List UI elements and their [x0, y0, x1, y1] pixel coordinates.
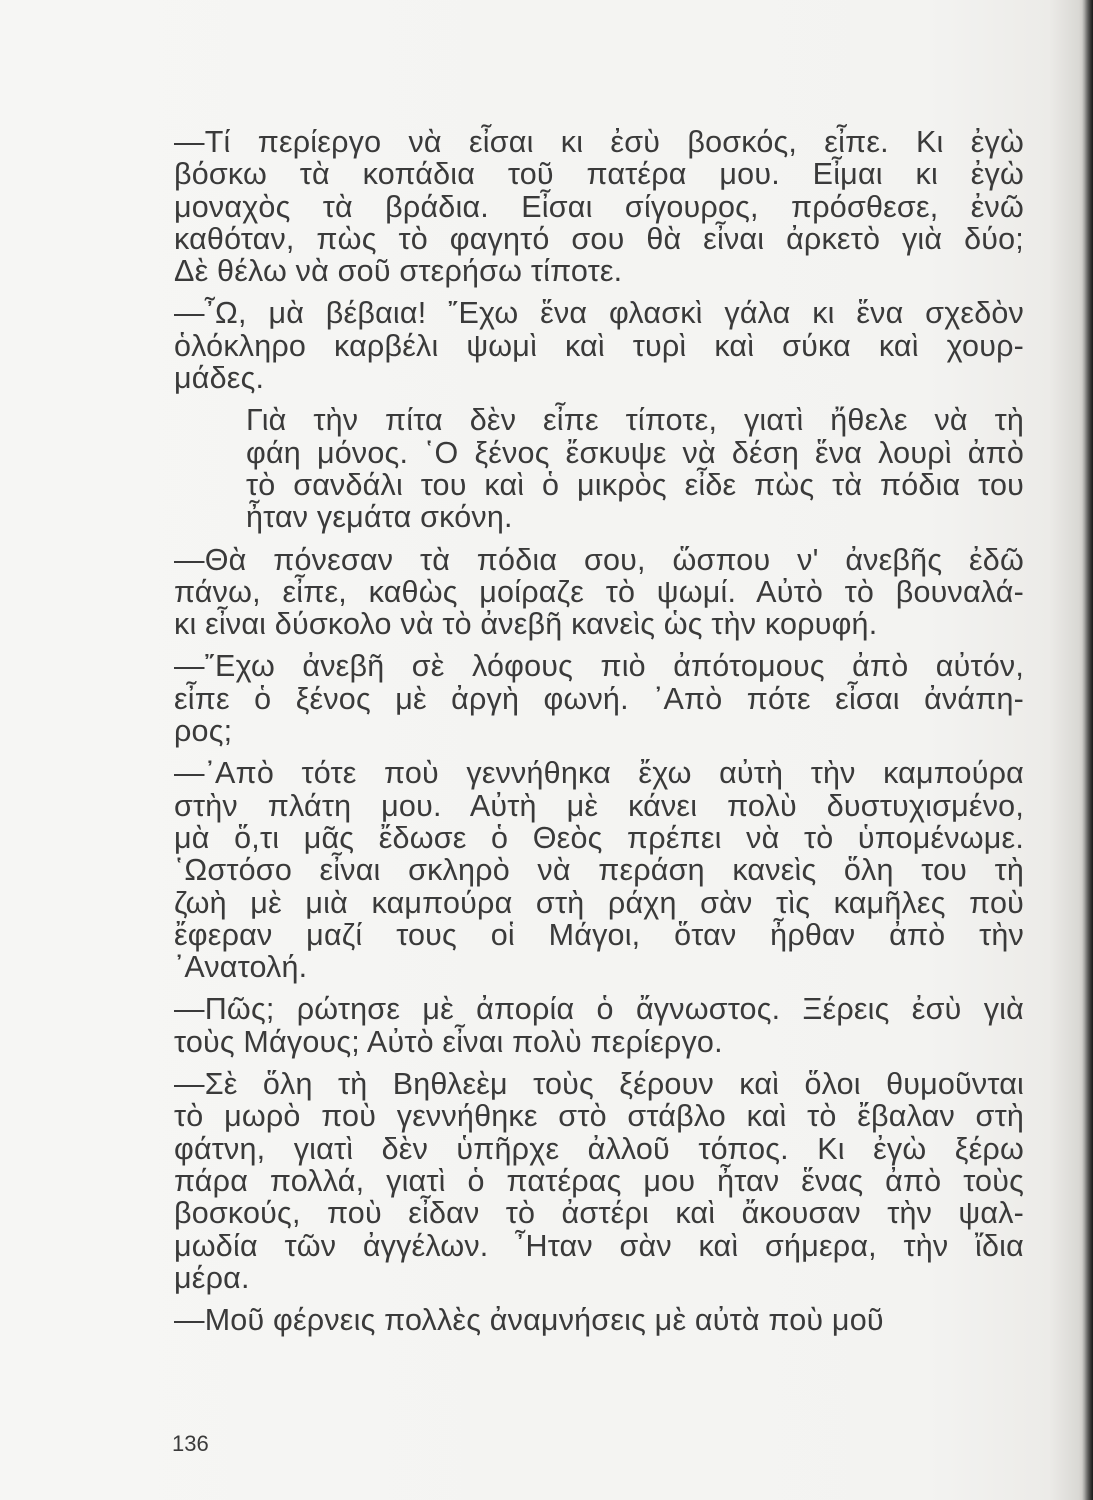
text-line: —Τί περίεργο νὰ εἶσαι κι ἐσὺ βοσκός, εἶπε. Κι ἐγὼ [174, 125, 1024, 159]
page-number: 136 [172, 1431, 209, 1456]
text-line: τοὺς Μάγους; Αὐτὸ εἶναι πολὺ περίεργο. [174, 1024, 723, 1059]
text-line: μωδία τῶν ἀγγέλων. ῏Ηταν σὰν καὶ σήμερα, τὴν ἴδια [174, 1228, 1024, 1263]
paragraph [174, 650, 1024, 747]
text-line: ᾿Ανατολή. [174, 950, 308, 985]
text-line: στὴν πλάτη μου. Αὐτὴ μὲ κάνει πολὺ δυστυχισμένο, [174, 788, 1024, 823]
text-line: —Πῶς; ρώτησε μὲ ἀπορία ὁ ἄγνωστος. Ξέρεις ἐσὺ γιὰ [174, 992, 1024, 1027]
text-line: καθόταν, πὼς τὸ φαγητό σου θὰ εἶναι ἀρκετὸ γιὰ δύο; [174, 221, 1024, 256]
text-line: βοσκούς, ποὺ εἶδαν τὸ ἀστέρι καὶ ἄκουσαν τὴν ψαλ- [174, 1196, 1024, 1231]
text-line: Γιὰ τὴν πίτα δὲν εἶπε τίποτε, γιατὶ ἤθελε νὰ τὴ [246, 403, 1024, 438]
text-line: Δὲ θέλω νὰ σοῦ στερήσω τίποτε. [174, 254, 623, 289]
text-line: πάρα πολλά, γιατὶ ὁ πατέρας μου ἦταν ἕνας ἀπὸ τοὺς [174, 1163, 1024, 1198]
text-line: εἶπε ὁ ξένος μὲ ἀργὴ φωνή. ᾿Απὸ πότε εἶσαι ἀνάπη- [174, 681, 1024, 716]
text-line: τὸ μωρὸ ποὺ γεννήθηκε στὸ στάβλο καὶ τὸ ἔβαλαν στὴ [174, 1099, 1024, 1134]
text-line: ἔφεραν μαζί τους οἱ Μάγοι, ὅταν ἦρθαν ἀπὸ τὴν [174, 917, 1024, 952]
paragraph [174, 126, 1024, 287]
paragraph [174, 1068, 1024, 1294]
text-line: —Θὰ πόνεσαν τὰ πόδια σου, ὥσπου ν' ἀνεβῆς ἐδῶ [174, 542, 1024, 577]
text-line: φάη μόνος. ῾Ο ξένος ἔσκυψε νὰ δέση ἕνα λουρὶ ἀπὸ [246, 435, 1024, 470]
text-line: πάνω, εἶπε, καθὼς μοίραζε τὸ ψωμί. Αὐτὸ τὸ βουναλά- [174, 574, 1024, 609]
text-line: βόσκω τὰ κοπάδια τοῦ πατέρα μου. Εἶμαι κι ἐγὼ [174, 157, 1024, 192]
paragraph [174, 297, 1024, 394]
text-line: ρος; [174, 714, 233, 749]
text-line: —῎Εχω ἀνεβῆ σὲ λόφους πιὸ ἀπότομους ἀπὸ αὐτόν, [174, 649, 1024, 684]
paragraph [174, 544, 1024, 641]
text-line: —Μοῦ φέρνεις πολλὲς ἀναμνήσεις μὲ αὐτὰ ποὺ μοῦ [174, 1303, 884, 1338]
text-line: μοναχὸς τὰ βράδια. Εἶσαι σίγουρος, πρόσθεσε, ἐνῶ [174, 189, 1024, 224]
text-line: ῾Ωστόσο εἶναι σκληρὸ νὰ περάση κανεὶς ὅλη του τὴ [174, 853, 1024, 888]
paragraph [174, 993, 1024, 1058]
binding-shadow [1079, 0, 1093, 1500]
text-line: ἦταν γεμάτα σκόνη. [246, 500, 513, 535]
body-text [174, 126, 1024, 1346]
paragraph [174, 757, 1024, 983]
text-line: μέρα. [174, 1260, 250, 1295]
text-line: κι εἶναι δύσκολο νὰ τὸ ἀνεβῆ κανεὶς ὡς τὴν κορυφή. [174, 607, 878, 642]
text-line: φάτνη, γιατὶ δὲν ὑπῆρχε ἀλλοῦ τόπος. Κι ἐγὼ ξέρω [174, 1131, 1024, 1166]
text-line: ζωὴ μὲ μιὰ καμπούρα στὴ ράχη σὰν τὶς καμῆλες ποὺ [174, 885, 1024, 920]
paragraph [174, 404, 1024, 533]
paragraph [174, 1304, 1024, 1336]
text-line: ὁλόκληρο καρβέλι ψωμὶ καὶ τυρὶ καὶ σύκα καὶ χουρ- [174, 328, 1024, 363]
text-line: μάδες. [174, 361, 265, 396]
text-line: —῏Ω, μὰ βέβαια! ῎Εχω ἕνα φλασκὶ γάλα κι ἕνα σχεδὸν [174, 296, 1024, 331]
text-line: μὰ ὅ,τι μᾶς ἔδωσε ὁ Θεὸς πρέπει νὰ τὸ ὑπομένωμε. [174, 820, 1024, 855]
text-line: —᾿Απὸ τότε ποὺ γεννήθηκα ἔχω αὐτὴ τὴν καμπούρα [174, 756, 1024, 791]
text-line: τὸ σανδάλι του καὶ ὁ μικρὸς εἶδε πὼς τὰ πόδια του [246, 467, 1024, 502]
text-line: —Σὲ ὅλη τὴ Βηθλεὲμ τοὺς ξέρουν καὶ ὅλοι θυμοῦνται [174, 1067, 1024, 1102]
